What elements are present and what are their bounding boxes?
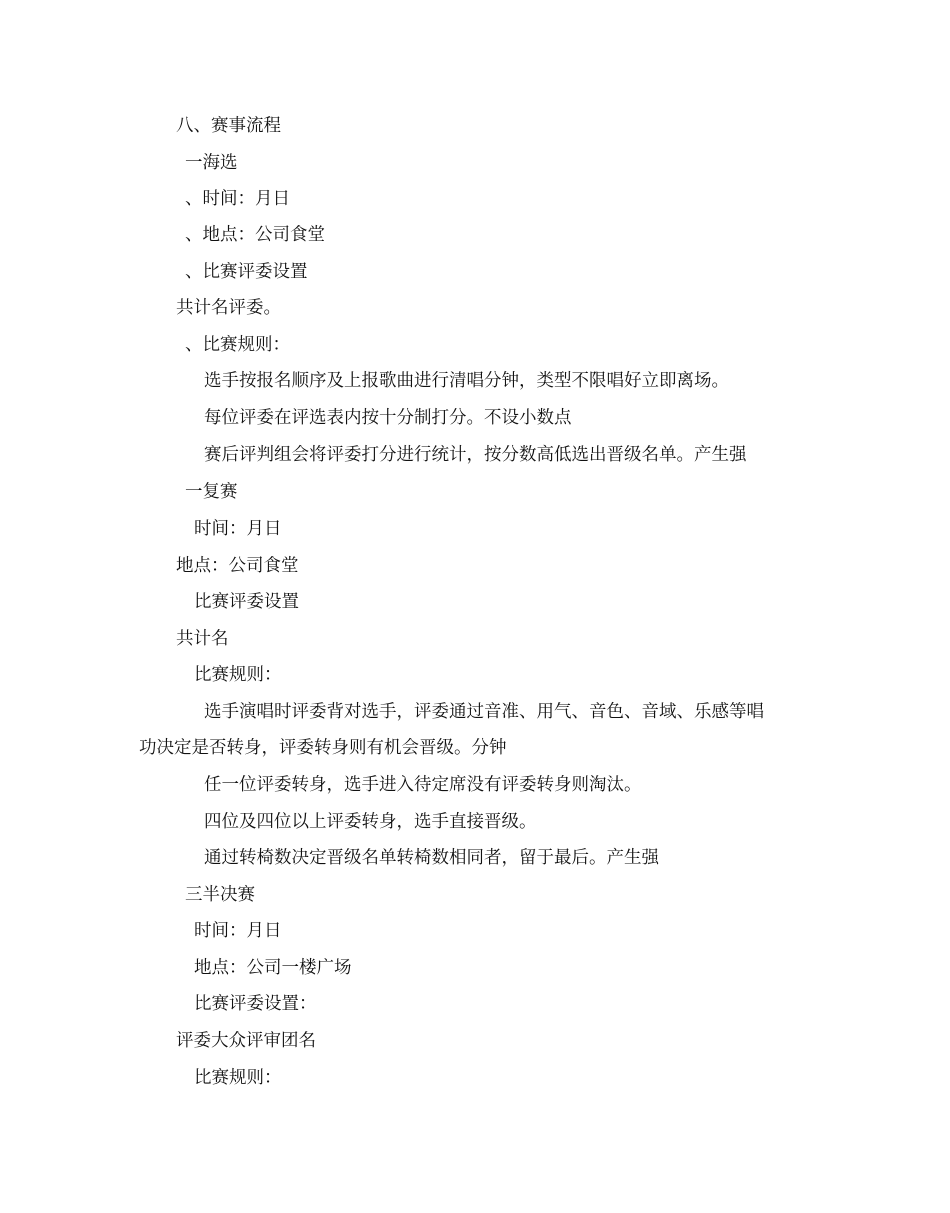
second-round-rule-1: 选手演唱时评委背对选手，评委通过音准、用气、音色、音域、乐感等唱 — [204, 702, 764, 722]
audition-judges-setup: 、比赛评委设置 — [185, 262, 308, 282]
subsection-heading-second-round: 一复赛 — [185, 482, 238, 502]
second-round-judges-setup: 比赛评委设置 — [194, 592, 299, 612]
section-heading-competition-process: 八、赛事流程 — [176, 116, 281, 136]
audition-rule-3: 赛后评判组会将评委打分进行统计，按分数高低选出晋级名单。产生强 — [204, 445, 747, 465]
second-round-rule-3: 四位及四位以上评委转身，选手直接晋级。 — [204, 812, 537, 832]
audition-time: 、时间：月日 — [185, 189, 290, 209]
audition-rule-1: 选手按报名顺序及上报歌曲进行清唱分钟，类型不限唱好立即离场。 — [204, 371, 729, 391]
audition-rule-2: 每位评委在评选表内按十分制打分。不设小数点 — [204, 408, 572, 428]
subsection-heading-audition: 一海选 — [185, 153, 238, 173]
audition-rules-heading: 、比赛规则： — [185, 335, 290, 355]
second-round-judges-count: 共计名 — [176, 629, 229, 649]
second-round-rules-heading: 比赛规则： — [194, 665, 282, 685]
second-round-location: 地点：公司食堂 — [176, 556, 299, 576]
semifinal-location: 地点：公司一楼广场 — [194, 958, 352, 978]
audition-location: 、地点：公司食堂 — [185, 225, 325, 245]
semifinal-rules-heading: 比赛规则： — [194, 1068, 282, 1088]
second-round-rule-4: 通过转椅数决定晋级名单转椅数相同者，留于最后。产生强 — [204, 848, 659, 868]
subsection-heading-semifinal: 三半决赛 — [185, 885, 255, 905]
audition-judges-count: 共计名评委。 — [176, 298, 281, 318]
semifinal-judges-panel: 评委大众评审团名 — [176, 1031, 316, 1051]
semifinal-time: 时间：月日 — [194, 921, 282, 941]
second-round-time: 时间：月日 — [194, 519, 282, 539]
semifinal-judges-setup: 比赛评委设置： — [194, 994, 317, 1014]
second-round-rule-2: 任一位评委转身，选手进入待定席没有评委转身则淘汰。 — [204, 775, 642, 795]
second-round-rule-1-continued: 功决定是否转身，评委转身则有机会晋级。分钟 — [139, 738, 507, 758]
